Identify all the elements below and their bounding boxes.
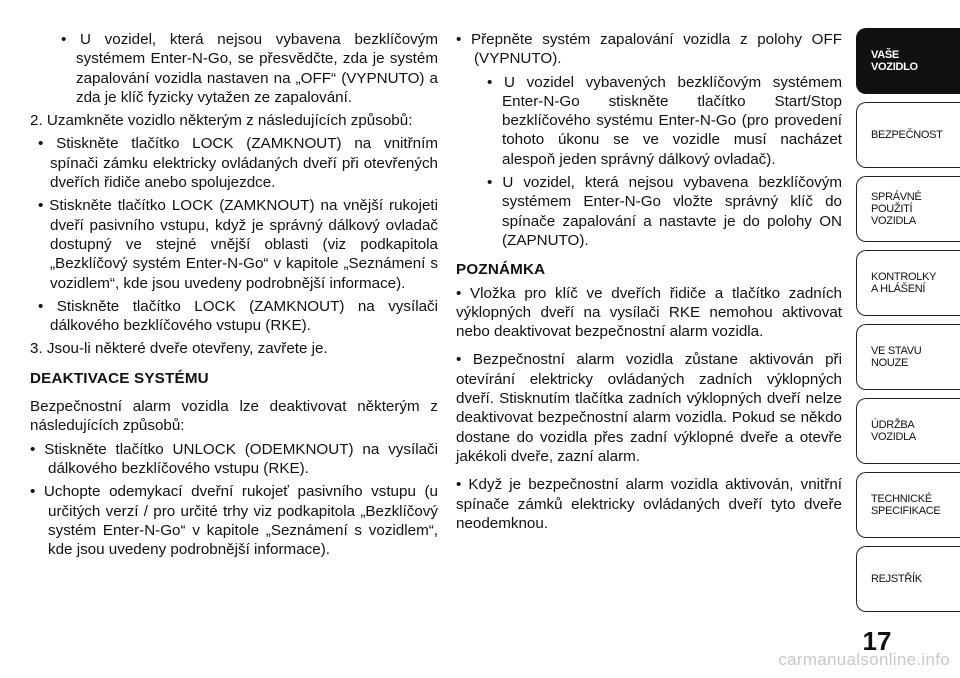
left-paragraph: • Stiskněte tlačítko LOCK (ZAMKNOUT) na vysílači dálkového bezklíčového vstupu (RKE). — [38, 297, 438, 335]
section-heading: POZNÁMKA — [456, 261, 546, 279]
chapter-tab-ve-stavu-nouze[interactable]: VE STAVU NOUZE — [856, 324, 960, 390]
chapter-tab-rejstrik[interactable]: REJSTŘÍK — [856, 546, 960, 612]
left-paragraph: Bezpečnostní alarm vozidla lze deaktivovat některým z následujících způsobů: — [30, 398, 438, 435]
left-paragraph: • Uchopte odemykací dveřní rukojeť pasivního vstupu (u určitých verzí / pro určité trhy viz podkapitola „Bezklíčový systém Enter-N-Go“ v kapitole „Seznámení s vozidlem“, kde jsou uvedeny podrobnější informace). — [30, 483, 438, 559]
right-paragraph: • Vložka pro klíč ve dveřích řidiče a tlačítko zadních výklopných dveří na vysílači RKE nemohou aktivovat nebo deaktivovat bezpečnostní alarm vozidla. — [456, 284, 842, 341]
left-paragraph: • Stiskněte tlačítko LOCK (ZAMKNOUT) na vnitřním spínači zámku elektricky ovládaných dveří při otevřených dveřích řidiče anebo spolujezdce. — [38, 135, 438, 192]
left-text-column — [30, 30, 438, 559]
right-paragraph: • U vozidel vybavených bezklíčovým systémem Enter-N-Go stiskněte tlačítko Start/Stop bezklíčového systému Enter-N-Go (pro provedení tohoto úkonu se ve vozidle musí nacházet alespoň jeden správný dálkový ovladač). — [487, 73, 842, 168]
right-text-column — [456, 30, 842, 533]
watermark: carmanualsonline.info — [778, 650, 950, 669]
left-paragraph: 2. Uzamkněte vozidlo některým z následujících způsobů: — [30, 112, 413, 130]
right-paragraph: • Přepněte systém zapalování vozidla z polohy OFF (VYPNUTO). — [456, 31, 842, 68]
chapter-tab-kontrolky-a-hlaseni[interactable]: KONTROLKY A HLÁŠENÍ — [856, 250, 960, 316]
chapter-tab-spravne-pouziti-vozidla[interactable]: SPRÁVNÉ POUŽITÍ VOZIDLA — [856, 176, 960, 242]
page-number: 17 — [862, 626, 892, 656]
chapter-tab-bezpecnost[interactable]: BEZPEČNOST — [856, 102, 960, 168]
chapter-tab-vase-vozidlo[interactable]: VAŠE VOZIDLO — [856, 28, 960, 94]
right-paragraph: • Bezpečnostní alarm vozidla zůstane aktivován při otevírání elektricky ovládaných zadních výklopných dveří. Stisknutím tlačítka zadních výklopných dveří nelze deaktivovat bezpečnostní alarm vozidla. Pokud se někdo dostane do vozidla přes zadní výklopné dveře a otevře jakékoli dveře, zazní alarm. — [456, 351, 842, 465]
right-paragraph: • U vozidel, která nejsou vybavena bezklíčovým systémem Enter-N-Go vložte správný klíč do spínače zapalování a nastavte je do polohy ON (ZAPNUTO). — [487, 174, 842, 249]
section-heading: DEAKTIVACE SYSTÉMU — [30, 369, 209, 387]
left-paragraph: • Stiskněte tlačítko UNLOCK (ODEMKNOUT) na vysílači dálkového bezklíčového vstupu (RKE). — [30, 440, 438, 477]
left-paragraph: • Stiskněte tlačítko LOCK (ZAMKNOUT) na vnější rukojeti dveří pasivního vstupu, když je správný dálkový ovladač dostupný ve stejné vnější oblasti (viz podkapitola „Bezklíčový systém Enter-N-Go“ v kapitole „Seznámení s vozidlem“, kde jsou uvedeny podrobnější informace). — [38, 197, 438, 292]
left-paragraph: • U vozidel, která nejsou vybavena bezklíčovým systémem Enter-N-Go, se přesvědčte, zda je systém zapalování vozidla nastaven na „OFF“ (VYPNUTO) a zda je klíč fyzicky vytažen ze zapalování. — [61, 31, 438, 106]
left-paragraph: 3. Jsou-li některé dveře otevřeny, zavřete je. — [30, 340, 328, 358]
chapter-tab-technicke-specifikace[interactable]: TECHNICKÉ SPECIFIKACE — [856, 472, 960, 538]
chapter-tab-udrzba-vozidla[interactable]: ÚDRŽBA VOZIDLA — [856, 398, 960, 464]
right-paragraph: • Když je bezpečnostní alarm vozidla aktivován, vnitřní spínače zámků elektricky ovládaných dveří tyto dveře neodemknou. — [456, 476, 842, 532]
chapter-tab-sidebar — [856, 0, 960, 678]
